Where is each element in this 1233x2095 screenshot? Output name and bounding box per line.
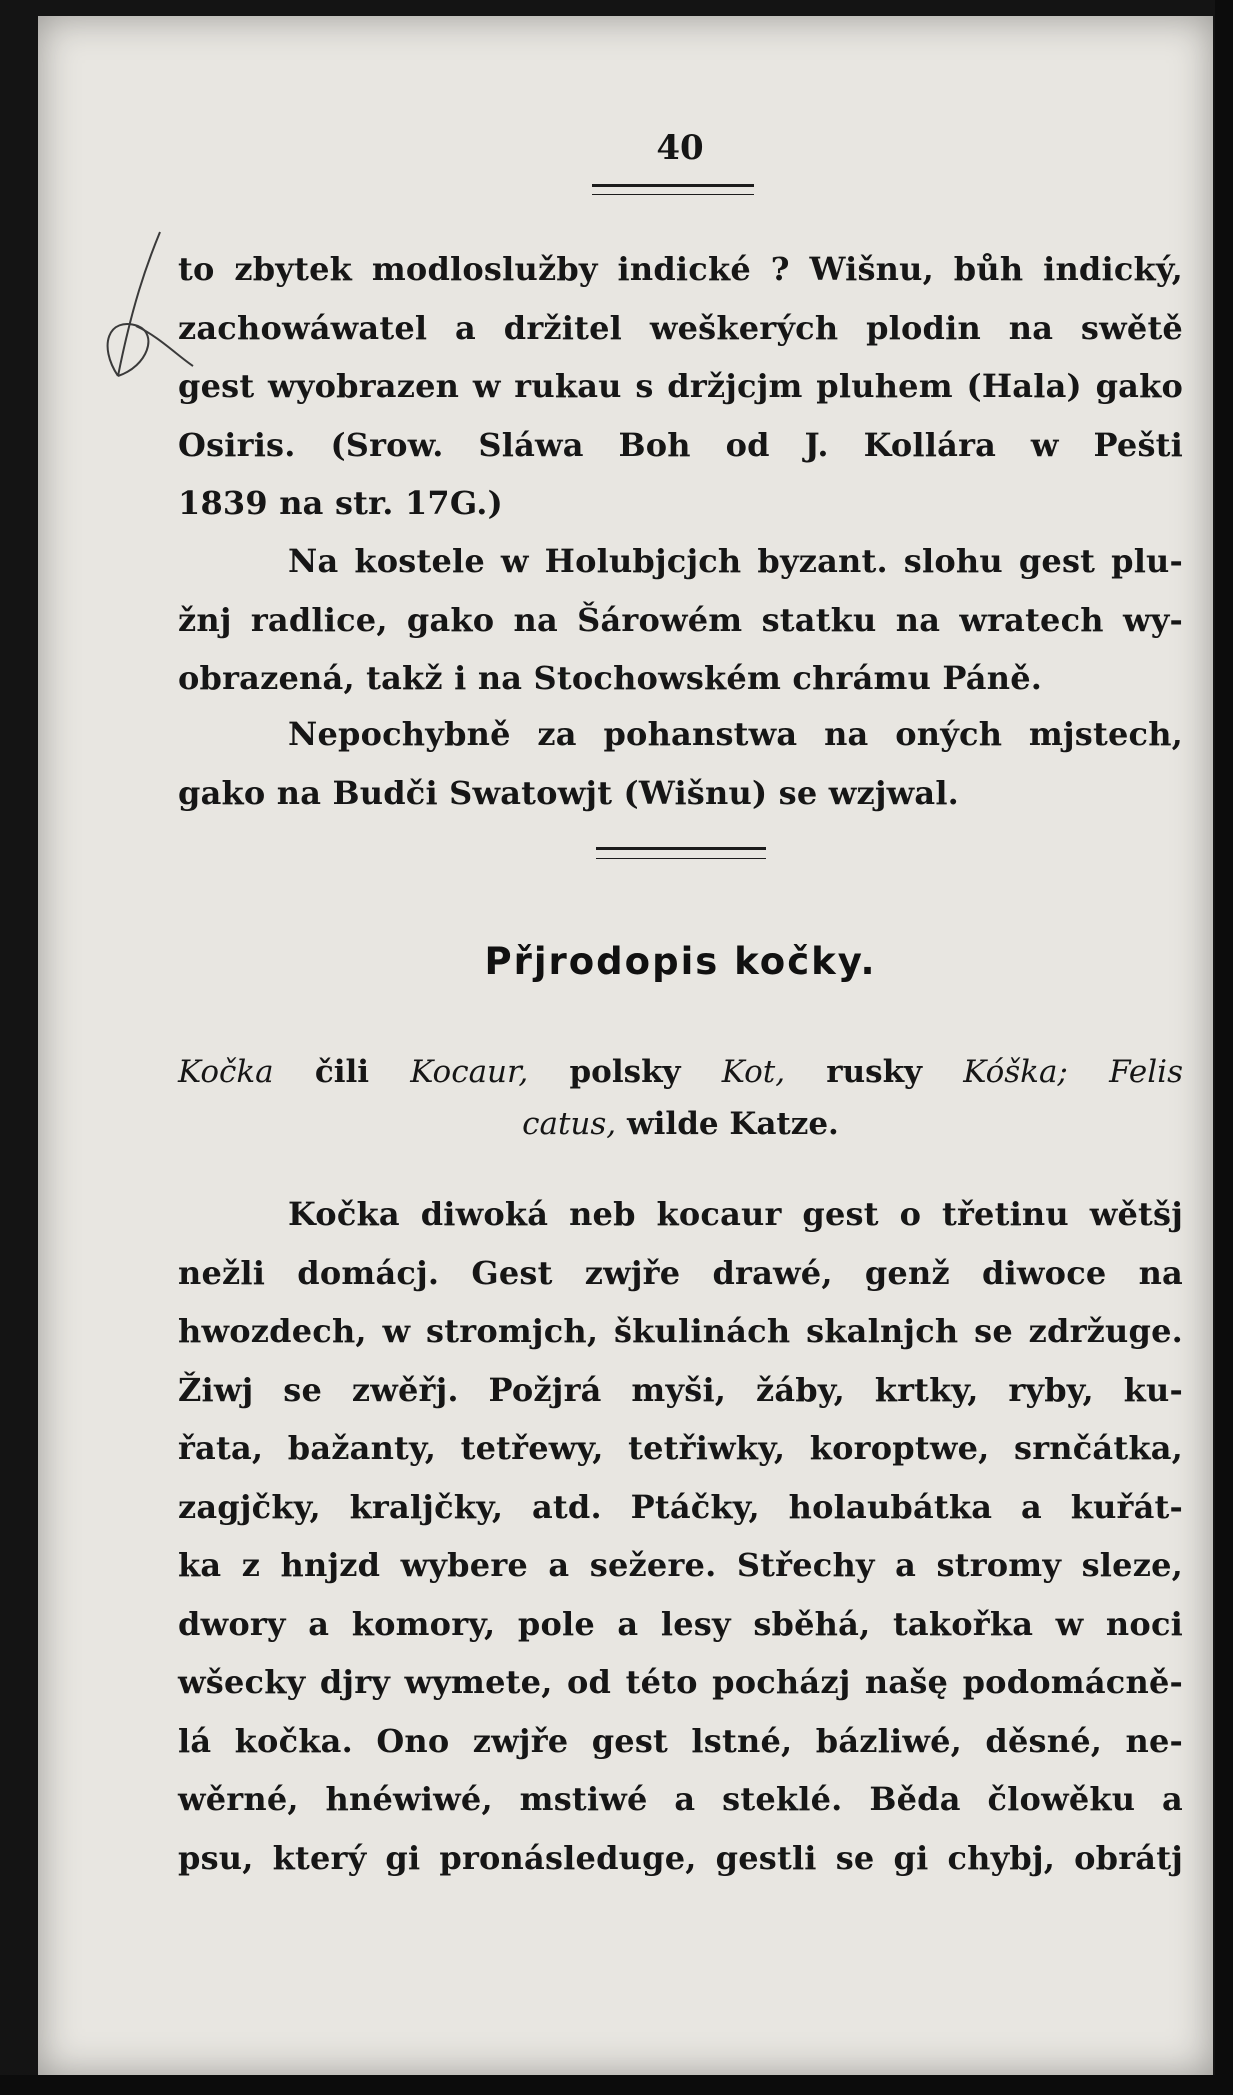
subtitle-part: Felis: [1109, 1054, 1183, 1090]
text-line: Na kostele w Holubjcjch byzant. slohu gest plu-: [288, 542, 1183, 580]
text-line: zachowáwatel a držitel weškerých plodin na swětě: [178, 308, 1183, 347]
subtitle-part: catus,: [522, 1106, 617, 1142]
subtitle-part: wilde Katze.: [626, 1106, 839, 1142]
subtitle-part: [1068, 1054, 1109, 1090]
text-line: wěrné, hnéwiwé, mstiwé a steklé. Běda člowěku a: [178, 1780, 1183, 1818]
page-number: 40: [656, 128, 704, 168]
paragraph-1: [178, 240, 1183, 533]
text-line: dwory a komory, pole a lesy sběhá, takořka w noci: [178, 1604, 1183, 1643]
text-line: řata, bažanty, tetřewy, tetřiwky, koroptwe, srnčátka,: [178, 1429, 1183, 1467]
text-line: Kočka diwoká neb kocaur gest o třetinu wětšj: [288, 1195, 1183, 1233]
text-line: žnj radlice, gako na Šárowém statku na wratech wy-: [178, 600, 1183, 639]
section-rule: [596, 847, 766, 859]
header-rule: [592, 184, 754, 195]
text-line: wšecky djry wymete, od této pocházj našę podomácně-: [178, 1663, 1183, 1701]
text-line: ka z hnjzd wybere a sežere. Střechy a stromy sleze,: [178, 1546, 1183, 1584]
subtitle-part: Kočka: [178, 1054, 274, 1090]
text-line: zagjčky, kraljčky, atd. Ptáčky, holaubátka a kuřát-: [178, 1487, 1183, 1526]
paragraph-4: [178, 1185, 1183, 1887]
subtitle-part: [616, 1106, 627, 1142]
subtitle-part: polsky: [528, 1054, 722, 1090]
subtitle-line-1: [178, 1046, 1183, 1098]
text-line: 1839 na str. 17G.): [178, 484, 503, 522]
scan-edge-bottom: [0, 2075, 1233, 2095]
text-line: lá kočka. Ono zwjře gest lstné, bázliwé, děsné, ne-: [178, 1721, 1183, 1760]
subtitle-line-2: [178, 1098, 1183, 1150]
text-line: psu, který gi pronásleduge, gestli se gi chybj, obrátj: [178, 1838, 1183, 1877]
paragraph-2: [178, 532, 1183, 708]
text-line: Osiris. (Srow. Sláwa Boh od J. Kollára w Pešti: [178, 425, 1183, 464]
subtitle-part: čili: [273, 1054, 411, 1090]
text-line: hwozdech, w stromjch, škulinách skalnjch se zdržuge.: [178, 1312, 1183, 1350]
subtitle: [178, 1046, 1183, 1150]
text-line: obrazená, takž i na Stochowském chrámu Páně.: [178, 659, 1043, 697]
scan-edge-right: [1215, 0, 1233, 2095]
subtitle-part: Kóška;: [963, 1054, 1068, 1090]
subtitle-part: rusky: [785, 1054, 964, 1090]
text-line: nežli domácj. Gest zwjře drawé, genž diwoce na: [178, 1253, 1183, 1292]
text-line: gako na Budči Swatowjt (Wišnu) se wzjwal.: [178, 773, 960, 812]
subtitle-part: Kocaur,: [410, 1054, 529, 1090]
section-heading: Přjrodopis kočky.: [484, 940, 877, 983]
text-line: Nepochybně za pohanstwa na oných mjstech,: [288, 715, 1183, 753]
text-line: to zbytek modloslužby indické ? Wišnu, bůh indický,: [178, 250, 1183, 288]
text-line: gest wyobrazen w rukau s držjcjm pluhem (Hala) gako: [178, 367, 1183, 405]
paragraph-3: [178, 705, 1183, 822]
subtitle-part: Kot,: [721, 1054, 786, 1090]
text-line: Žiwj se zwěřj. Požjrá myši, žáby, krtky, ryby, ku-: [178, 1370, 1183, 1409]
